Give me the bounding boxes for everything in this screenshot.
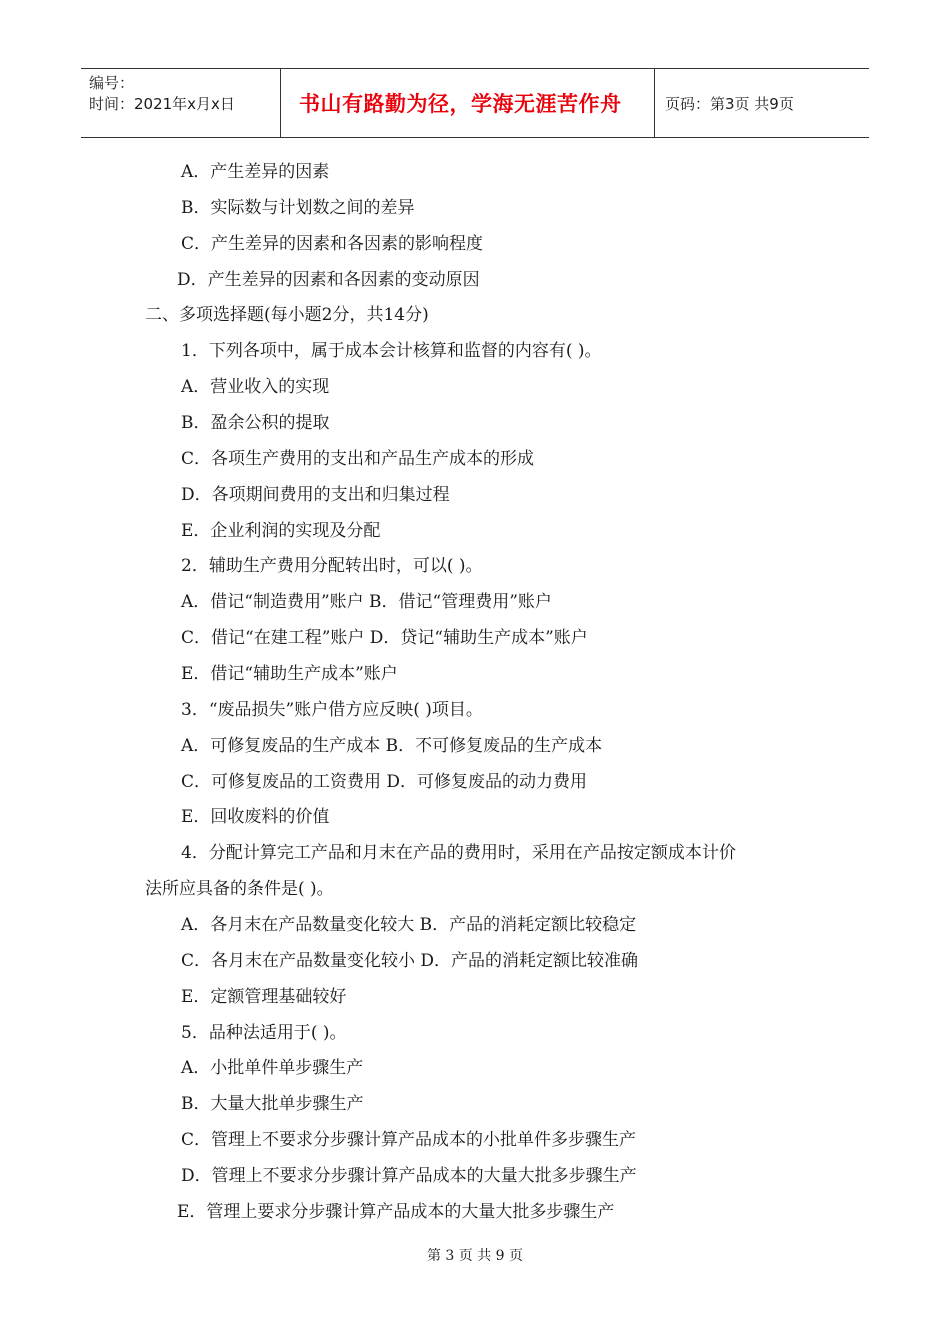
option-line: C．各月末在产品数量变化较小 D．产品的消耗定额比较准确 (181, 951, 639, 971)
option-line: A．产生差异的因素 (181, 162, 330, 182)
option-line: A．营业收入的实现 (181, 377, 330, 397)
option-line: C．产生差异的因素和各因素的影响程度 (181, 234, 484, 254)
option-line: E．管理上要求分步骤计算产品成本的大量大批多步骤生产 (177, 1202, 615, 1222)
option-line: C．各项生产费用的支出和产品生产成本的形成 (181, 449, 535, 469)
option-line: C．借记“在建工程”账户 D．贷记“辅助生产成本”账户 (181, 628, 588, 648)
option-line: D．各项期间费用的支出和归集过程 (181, 485, 450, 505)
option-line: B．盈余公积的提取 (181, 413, 330, 433)
option-line: C．可修复废品的工资费用 D．可修复废品的动力费用 (181, 772, 588, 792)
option-line: D．产生差异的因素和各因素的变动原因 (177, 270, 480, 290)
motto-cell (281, 69, 655, 137)
option-line: D．管理上不要求分步骤计算产品成本的大量大批多步骤生产 (181, 1166, 637, 1186)
date-label: 时间：2021年x月x日 (89, 95, 235, 113)
question-line: 2．辅助生产费用分配转出时，可以( )。 (181, 556, 483, 576)
section-heading: 二、多项选择题(每小题2分，共14分) (145, 305, 429, 325)
question-line: 3．“废品损失”账户借方应反映( )项目。 (181, 700, 483, 720)
option-line: E．借记“辅助生产成本”账户 (181, 664, 398, 684)
question-line: 4．分配计算完工产品和月末在产品的费用时，采用在产品按定额成本计价 (181, 843, 736, 863)
page-number-label: 页码：第3页 共9页 (665, 94, 794, 113)
option-line: A．可修复废品的生产成本 B．不可修复废品的生产成本 (181, 736, 603, 756)
option-line: E．回收废料的价值 (181, 807, 330, 827)
question-line: 1．下列各项中，属于成本会计核算和监督的内容有( )。 (181, 341, 602, 361)
option-line: E．企业利润的实现及分配 (181, 521, 381, 541)
option-line: B．实际数与计划数之间的差异 (181, 198, 415, 218)
option-line: A．借记“制造费用”账户 B．借记“管理费用”账户 (181, 592, 552, 612)
option-line: A．各月末在产品数量变化较大 B．产品的消耗定额比较稳定 (181, 915, 637, 935)
number-label: 编号： (89, 74, 135, 92)
header-info-cell (81, 69, 281, 137)
option-line: E．定额管理基础较好 (181, 987, 347, 1007)
option-line: B．大量大批单步骤生产 (181, 1094, 364, 1114)
question-line: 5．品种法适用于( )。 (181, 1023, 347, 1043)
page-number-cell (655, 69, 869, 137)
motto-text: 书山有路勤为径，学海无涯苦作舟 (299, 92, 622, 116)
option-line: A．小批单件单步骤生产 (181, 1058, 364, 1078)
option-line: C．管理上不要求分步骤计算产品成本的小批单件多步骤生产 (181, 1130, 637, 1150)
question-continuation: 法所应具备的条件是( )。 (145, 879, 334, 899)
page-footer: 第 3 页 共 9 页 (426, 1248, 524, 1264)
page-header (81, 68, 869, 138)
